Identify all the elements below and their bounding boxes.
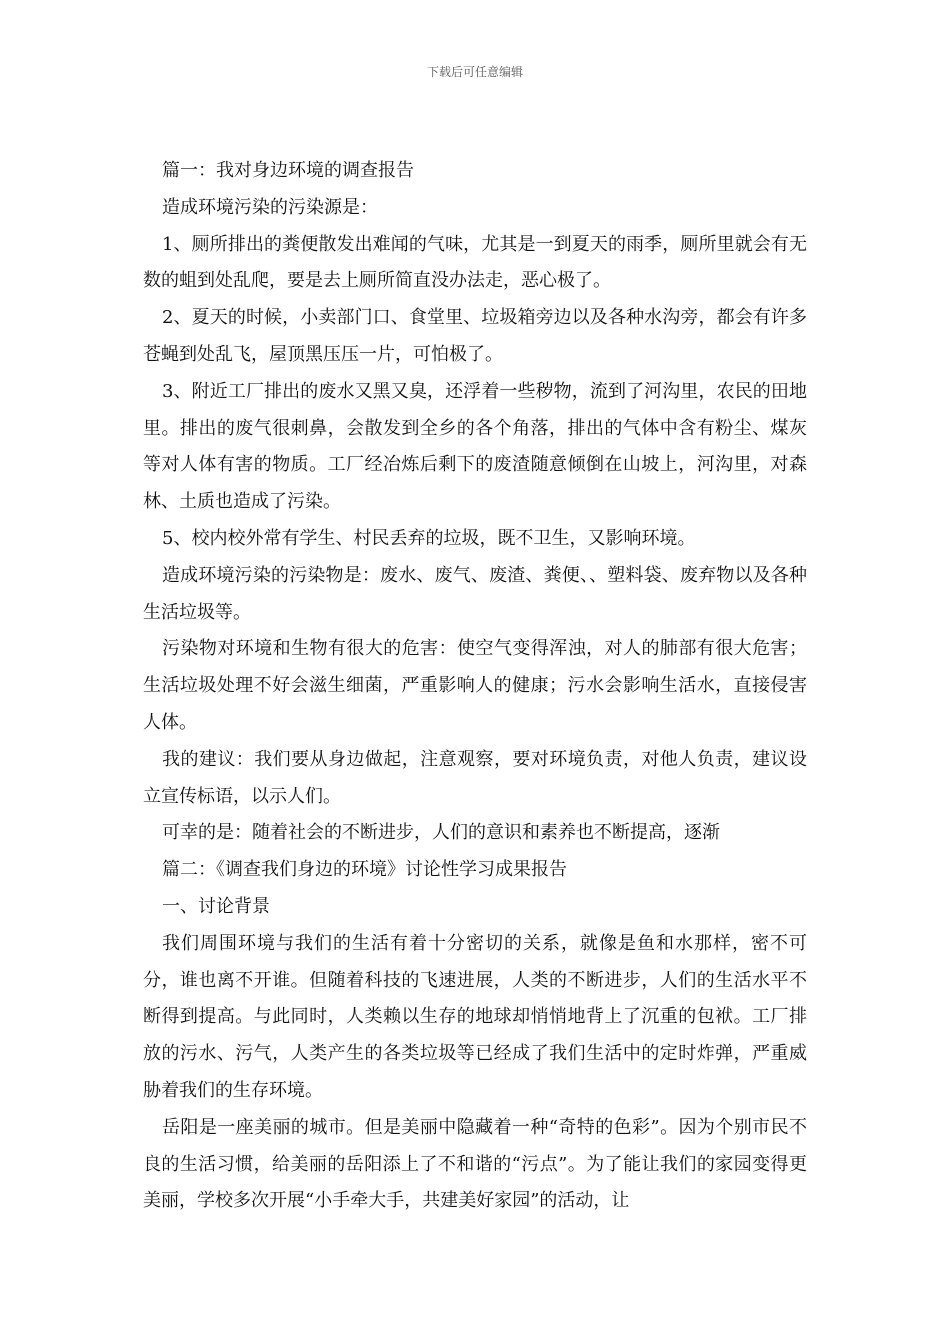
header-note: 下载后可任意编辑	[426, 65, 523, 79]
paragraph: 我的建议：我们要从身边做起，注意观察，要对环境负责，对他人负责，建议设立宣传标语，以示人们。	[143, 748, 807, 807]
paragraph: 1、厕所排出的粪便散发出难闻的气味，尤其是一到夏天的雨季，厕所里就会有无数的蛆到处乱爬，要是去上厕所简直没办法走，恶心极了。	[143, 233, 807, 292]
document-body	[143, 153, 807, 1220]
paragraph: 5、校内校外常有学生、村民丢弃的垃圾，既不卫生，又影响环境。	[162, 527, 696, 549]
paragraph: 造成环境污染的污染源是：	[162, 196, 378, 218]
paragraph: 3、附近工厂排出的废水又黑又臭，还浮着一些秽物，流到了河沟里，农民的田地里。排出的废气很刺鼻，会散发到全乡的各个角落，排出的气体中含有粉尘、煤灰等对人体有害的物质。工厂经冶炼后剩下的废渣随意倾倒在山坡上，河沟里，对森林、土质也造成了污染。	[143, 380, 807, 513]
paragraph: 污染物对环境和生物有很大的危害：使空气变得浑浊，对人的肺部有很大危害；生活垃圾处理不好会滋生细菌，严重影响人的健康；污水会影响生活水，直接侵害人体。	[143, 638, 807, 733]
subsection-title: 一、讨论背景	[162, 895, 270, 917]
section-title-2: 篇二：《调查我们身边的环境》讨论性学习成果报告	[162, 859, 567, 881]
paragraph: 可幸的是：随着社会的不断进步，人们的意识和素养也不断提高，逐渐	[162, 822, 720, 844]
paragraph: 我们周围环境与我们的生活有着十分密切的关系，就像是鱼和水那样，密不可分，谁也离不开谁。但随着科技的飞速进展，人类的不断进步，人们的生活水平不断得到提高。与此同时，人类赖以生存的地球却悄悄地背上了沉重的包袱。工厂排放的污水、污气，人类产生的各类垃圾等已经成了我们生活中的定时炸弹，严重威胁着我们的生存环境。	[143, 932, 807, 1101]
paragraph: 造成环境污染的污染物是：废水、废气、废渣、粪便、、塑料袋、废弃物以及各种生活垃圾等。	[143, 564, 807, 623]
paragraph: 岳阳是一座美丽的城市。但是美丽中隐藏着一种“奇特的色彩”。因为个别市民不良的生活习惯，给美丽的岳阳添上了不和谐的“污点”。为了能让我们的家园变得更美丽，学校多次开展“小手牵大手，共建美好家园”的活动，让	[143, 1116, 807, 1212]
section-title-1: 篇一：我对身边环境的调查报告	[162, 160, 414, 181]
paragraph: 2、夏天的时候，小卖部门口、食堂里、垃圾箱旁边以及各种水沟旁，都会有许多苍蝇到处乱飞，屋顶黑压压一片，可怕极了。	[143, 307, 807, 365]
